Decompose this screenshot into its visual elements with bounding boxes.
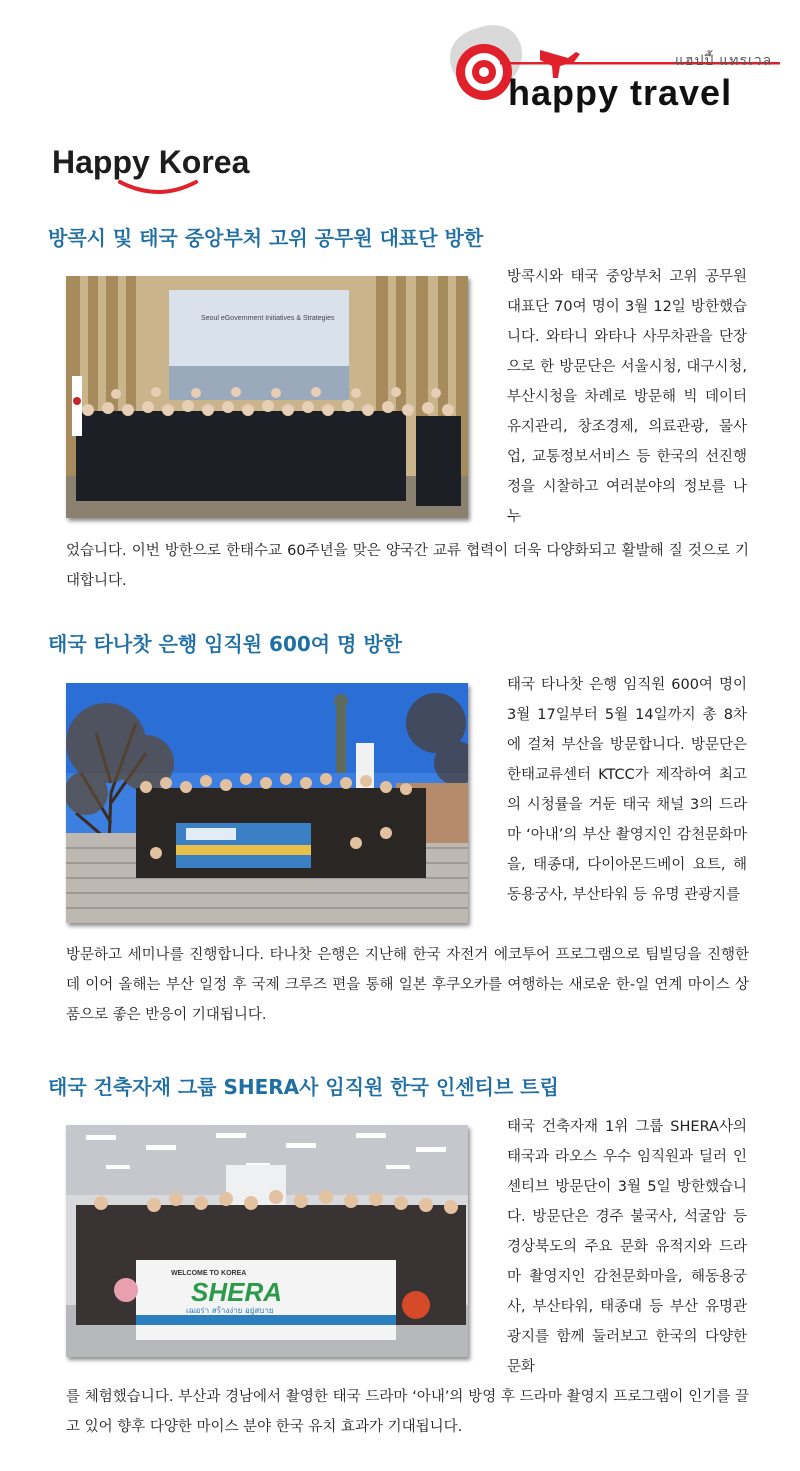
article-3-body-right: 태국 건축자재 1위 그룹 SHERA사의 태국과 라오스 우수 임직원과 딜러 인센티브 방문단이 3월 5일 방한했습니다. 방문단은 경주 불국사, 석굴암 등 경상북도의 주요 문화 유적지와 드라마 촬영지인 감천문화마을, 해동용궁사, 부산타워, 태종대 등 부산 유명관광지를 함께 둘러보고 한국의 다양한 문화 (507, 1119, 747, 1375)
article-1-photo (66, 276, 468, 518)
smile-swoosh-icon (118, 178, 198, 198)
brand-title: Happy Korea (52, 144, 250, 180)
logo-text: happy travel (508, 72, 733, 113)
screen-title: Seoul eGovernment Initiatives & Strategies (201, 315, 335, 322)
article-2-photo (66, 683, 468, 923)
article-1-title: 방콕시 및 태국 중앙부처 고위 공무원 대표단 방한 (48, 226, 484, 250)
article-3-body-full: 를 체험했습니다. 부산과 경남에서 촬영한 태국 드라마 ‘아내’의 방영 후 드라마 촬영지 프로그램이 인기를 끌고 있어 향후 다양한 마이스 분야 한국 유치 효과가 기대됩니다. (66, 1389, 749, 1435)
banner-brand-text: SHERA (191, 1277, 283, 1307)
article-2-title: 태국 타나찻 은행 임직원 600여 명 방한 (48, 632, 403, 656)
article-3-photo (66, 1125, 468, 1357)
logo-thai-text: แฮปปี้ แทรเวล (675, 52, 773, 68)
article-1-body-full: 었습니다. 이번 방한으로 한태수교 60주년을 맞은 양국간 교류 협력이 더욱 다양화되고 활발해 질 것으로 기대합니다. (66, 543, 749, 589)
banner-top-text: WELCOME TO KOREA (171, 1270, 247, 1277)
article-3-title: 태국 건축자재 그룹 SHERA사 임직원 한국 인센티브 트립 (48, 1075, 559, 1099)
banner-thai-text: เฌอร่า สร้างง่าย อยู่สบาย (186, 1306, 274, 1315)
happy-travel-logo (440, 20, 780, 130)
article-1-body-right: 방콕시와 태국 중앙부처 고위 공무원 대표단 70여 명이 3월 12일 방한했습니다. 와타니 와타나 사무차관을 단장으로 한 방문단은 서울시청, 대구시청, 부산시청을 차례로 방문해 빅 데이터 유지관리, 창조경제, 의료관광, 물사업, 교통정보서비스 등 한국의 선진행정을 시찰하고 여러분야의 정보를 나누 (507, 269, 747, 525)
article-2-body-full: 방문하고 세미나를 진행합니다. 타나찻 은행은 지난해 한국 자전거 에코투어 프로그램으로 팀빌딩을 진행한데 이어 올해는 부산 일정 후 국제 크루즈 편을 통해 일본 후쿠오카를 여행하는 새로운 한-일 연계 마이스 상품으로 좋은 반응이 기대됩니다. (66, 947, 749, 1023)
article-2-body-right: 태국 타나찻 은행 임직원 600여 명이 3월 17일부터 5월 14일까지 총 8차에 걸쳐 부산을 방문합니다. 방문단은 한태교류센터 KTCC가 제작하여 최고의 시청률을 거둔 태국 채널 3의 드라마 ‘아내’의 부산 촬영지인 감천문화마을, 태종대, 다이아몬드베이 요트, 해동용궁사, 부산타워 등 유명 관광지를 (507, 677, 747, 903)
